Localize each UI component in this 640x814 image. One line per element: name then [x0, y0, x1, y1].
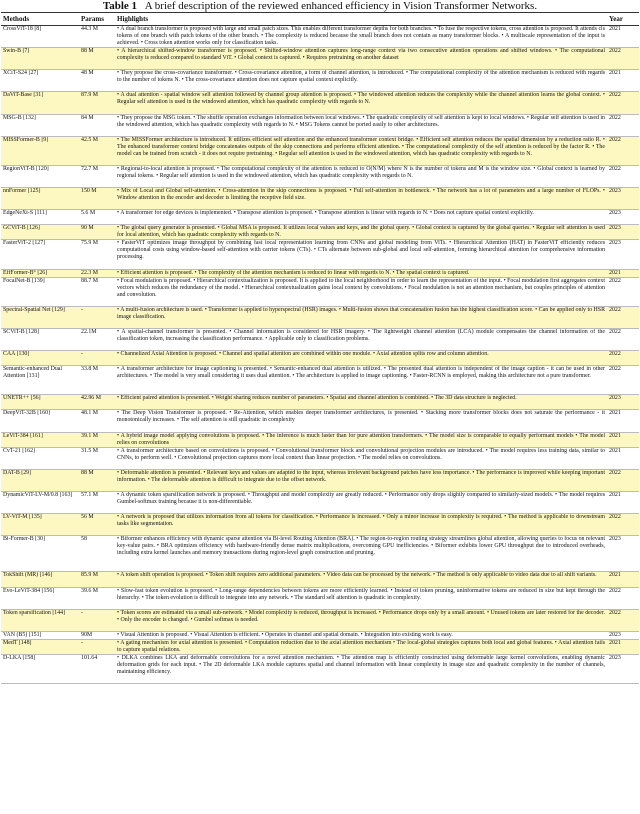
year-cell: 2022 [607, 469, 639, 491]
year-cell: 2021 [607, 269, 639, 277]
year-cell: 2022 [607, 306, 639, 328]
params-cell: 5.6 M [79, 210, 115, 225]
method-cell: Semantic-enhanced Dual Attention [131] [1, 366, 79, 395]
table-row [1, 491, 639, 513]
year-cell: 2021 [607, 410, 639, 432]
highlights-cell: • FasterViT optimizes image throughput by combining fast local representation learning from CNNs and global modeling from ViTs. • Hierarchical Attention (HAT) in FasterViT efficiently reduces computational costs using window-based self-attention with carrier tokens (CTs). • CTs alternate between sub-global and local self-attention, forming hierarchical attention for comprehensive information processing. [115, 240, 607, 269]
params-cell: - [79, 639, 115, 654]
year-cell: 2023 [607, 240, 639, 269]
table-row [1, 631, 639, 639]
table-row [1, 351, 639, 366]
table-row [1, 92, 639, 114]
highlights-cell: • Visual Attention is proposed. • Visual Attention is efficient. • Operates in channel and spatial domain. • Integration into existing work is easy. [115, 631, 607, 639]
method-cell: GCViT-B [126] [1, 225, 79, 240]
method-cell: DynamicViT-LV-M/0.8 [163] [1, 491, 79, 513]
table-row [1, 48, 639, 70]
highlights-cell: • Slow-fast token evolution is proposed. • Long-range dependencies between tokens are more efficiently learned. • Instead of token pruning, uninformative tokens are reduced in size but kept through the hierarchy. • The token evolution is difficult to integrate into any network. • The standard self attention is quadratic in complexity. [115, 587, 607, 609]
highlights-cell: • Channelized Axial Attention is proposed. • Channel and spatial attention are combined within one module. • Axial attention splits row and column attention. [115, 351, 607, 366]
params-cell: 88.7 M [79, 277, 115, 306]
params-cell: 22.3 M [79, 269, 115, 277]
method-cell: DAT-B [29] [1, 469, 79, 491]
highlights-cell: • A hybrid image model applying convolutions is proposed. • The inference is much faster than for pure attention transformers. • The model size is comparable to equally performant models • The model relies on convolutions [117, 432, 605, 446]
method-cell: DeepViT-32B [160] [1, 410, 79, 432]
params-cell: 84 M [79, 114, 115, 136]
method-cell: Bi-Former-B [30] [1, 536, 79, 572]
year-cell: 2022 [607, 587, 639, 609]
highlights-cell: • The global query generator is presented. • Global MSA is proposed. It utilizes local values and keys, and the global query. • Global context is captured by the global queries. • Regular self attention is used for local attention, which has quadratic complexity with regards to N. [117, 225, 605, 239]
column-header-year: Year [607, 13, 639, 26]
table-row [1, 639, 639, 654]
method-cell: SCViT-B [128] [1, 328, 79, 350]
table-row [1, 536, 639, 572]
params-cell: 57.1 M [79, 491, 115, 513]
year-cell: 2022 [607, 366, 639, 395]
table-row [1, 269, 639, 277]
table-row [1, 514, 639, 536]
params-cell: 31.5 M [79, 447, 115, 469]
method-cell: LeViT-384 [161] [1, 432, 79, 447]
method-cell: EdgeNeXt-S [111] [1, 210, 79, 225]
params-cell: 48 M [79, 70, 115, 92]
table-row [1, 572, 639, 587]
table-caption [0, 0, 640, 12]
table-row [1, 609, 639, 631]
params-cell: 39.1 M [79, 432, 115, 447]
params-cell: 44.3 M [79, 26, 115, 48]
params-cell: 90 M [79, 225, 115, 240]
column-header-params: Params [79, 13, 115, 26]
year-cell: 2023 [607, 188, 639, 210]
params-cell: 56 M [79, 514, 115, 536]
table-row [1, 165, 639, 187]
highlights-cell: • Mix of Local and Global self-attention. • Cross-attention in the skip connections is proposed. • Full self-attention in bottleneck. • The network has a lot of parameters and a large number of FLOPs. • Window attention in the encoder and decoder is limiting the receptive field size. [115, 188, 607, 210]
highlights-cell: • A transformer architecture based on convolutions is proposed. • Convolutional transformer block and convolutional projection modules are introduced. • The model requires less training data, similar to CNNs, to perform well. • Convolutional projection captures more local context than linear projection. • The model relies on convolutions. [115, 447, 607, 469]
params-cell: 88 M [79, 469, 115, 491]
method-cell: VAN (B5) [151] [1, 631, 79, 639]
method-cell: DaViT-Base [31] [1, 92, 79, 114]
highlights-cell: • They propose the cross-covariance transformer. • Cross-covariance attention, a form of channel attention, is introduced. • The computational complexity of the attention mechanism is reduced with regards to the number of tokens N. • The cross-covariance attention does not capture spatial context explicitly. [115, 70, 607, 92]
table-row [1, 26, 639, 48]
table-row [1, 410, 639, 432]
highlights-cell: • A gating mechanism for axial attention is presented. • Computation reduction due to the axial attention mechanism • The local-global strategies captures both local and global features. • Axial attention fails to capture spatial relations. [117, 639, 605, 653]
table-caption-text: A brief description of the reviewed enhanced efficiency in Vision Transformer Networks. [144, 0, 538, 12]
params-cell: - [79, 609, 115, 631]
params-cell: 58 [79, 536, 115, 572]
params-cell: 42.96 M [79, 395, 115, 410]
highlights-cell: • A token shift operation is proposed. • Token shift requires zero additional parameters. • Video data can be processed by the network. • The method is only applicable to video data due to all shift variants. [115, 572, 607, 587]
table-row [1, 240, 639, 269]
year-cell: 2022 [607, 114, 639, 136]
highlights-cell: • Deformable attention is presented. • Relevant keys and values are adapted to the input, whereas irrelevant background patches have less importance. • The performance is improved while keeping important information. • The deformable attention is difficult to integrate due to the offset network. [115, 469, 607, 491]
table-row [1, 225, 639, 240]
year-cell: 2021 [607, 70, 639, 92]
params-cell: 88 M [79, 48, 115, 70]
year-cell: 2023 [607, 225, 639, 240]
method-cell: Spectral-Spatial Net [129] [1, 306, 79, 328]
params-cell: 90M [79, 631, 115, 639]
method-cell: MedT [148] [1, 639, 79, 654]
method-cell: CvT-21 [162] [1, 447, 79, 469]
highlights-cell: • A spatial-channel transformer is presented. • Channel information is considered for HSR imagery. • The lightweight channel attention (LCA) module compensates the channel information of the classification token, increasing the classification performance. • Applicable only to classification problems. [115, 328, 607, 350]
method-cell: Token sparsification [144] [1, 609, 79, 631]
highlights-cell: • A dynamic token sparsification network is proposed. • Throughput and model complexity are greatly reduced. • Performance only drops slightly compared to similarly-sized models. • The model requires Gumbel-softmax training because it is non-differentiable. [115, 491, 607, 513]
highlights-cell: • Efficient paired attention is presented. • Weight sharing reduces number of parameters. • Spatial and channel attention is combined. • The 3D data structure is neglected. [115, 395, 607, 410]
method-cell: MISSFormer-B [9] [1, 136, 79, 165]
highlights-cell: • A transformer architecture for image captioning is presented. • Semantic-enhanced dual attention is utilized. • The presented dual attention is independent of the image caption - it can be used in other architectures. • The model is very small considering it uses dual attention. • The architecture is applied to image captioning. • Faster-RCNN is employed, making this architecture not a pure transformer. [115, 366, 607, 395]
table-row [1, 70, 639, 92]
table-row [1, 587, 639, 609]
column-header-methods: Methods [1, 13, 79, 26]
params-cell: 42.5 M [79, 136, 115, 165]
year-cell: 2022 [607, 277, 639, 306]
highlights-cell: • Focal modulation is proposed. • Hierarchical contextualization is proposed. It is applied to the local neighborhood in order to learn the representation of the input. • Focal modulation first aggregates context vectors which reduces the redundancy of the model. • Hierarchical contextualization gains local context by convolutions. • Focal modulation is not an attention mechanism, but couples principles of attention and convolution. [115, 277, 607, 306]
year-cell: 2021 [607, 26, 639, 48]
year-cell: 2021 [607, 491, 639, 513]
year-cell: 2023 [607, 536, 639, 572]
table-row [1, 328, 639, 350]
year-cell: 2023 [607, 655, 639, 684]
highlights-cell: • A dual branch transformer is proposed with large and small patch sizes. This enables different transformer depths for both branches. • To fuse the respective tokens, cross attention is proposed. It attends cls tokens of one branch with patch tokens of the other branch. • The complexity is reduced because the small branch does not contain as many transformer blocks. • A multiscale representation of the input is achieved. • Cross token attention works only for classification tasks. [117, 26, 605, 46]
highlights-cell: • Regional-to-local attention is proposed. • The computational complexity of the attention is reduced to O(N/M) where N is the number of tokens and M is the window size. • Global context is learned by regional tokens. • Regular self attention is used in the windowed attention, which has quadratic complexity with regards to N. [115, 165, 607, 187]
method-cell: CrossViT-18 [8] [1, 26, 79, 48]
table-row [1, 306, 639, 328]
method-cell: nnFormer [125] [1, 188, 79, 210]
method-cell: Evo-LeViT-384 [156] [1, 587, 79, 609]
params-cell: - [79, 306, 115, 328]
params-cell: - [79, 351, 115, 366]
table-row [1, 114, 639, 136]
table-row [1, 366, 639, 395]
method-cell: D-LKA [158] [1, 655, 79, 684]
year-cell: 2023 [607, 395, 639, 410]
method-cell: RegionViT-B [120] [1, 165, 79, 187]
params-cell: 101.64 [79, 655, 115, 684]
table-header-row [1, 13, 639, 26]
year-cell: 2021 [607, 572, 639, 587]
highlights-cell: • The MISSFormer architecture is introduced. It utilizes efficient self attention and the enhanced transformer context bridge. • Efficient self attention reduces the spatial dimension by a reduction ratio R. • The enhanced transformer context bridge concatenates outputs of the skip connections and performs efficient attention. • The computational complexity of the self attention is reduced by the factor R. • The model can be trained from scratch - it does not require pretraining. • Regular self attention is used in the windowed attention, which has quadratic complexity with regards to N. [115, 136, 607, 165]
highlights-cell: • DLKA combines LKA and deformable convolutions for a novel attention mechanism. • The attention map is efficiently constructed using deformable large kernel convolutions, enabling dynamic deformation grids for each input. • The 2D deformable LKA module captures spatial and channel information with linear complexity in image size and quadratic complexity in the number of channels, maintaining efficiency. [115, 655, 607, 684]
year-cell: 2022 [607, 609, 639, 631]
year-cell: 2022 [607, 48, 639, 70]
table-row [1, 136, 639, 165]
table-row [1, 655, 639, 684]
params-cell: 72.7 M [79, 165, 115, 187]
efficiency-table [1, 12, 639, 684]
highlights-cell: • A hierarchical shifted-window transformer is proposed. • Shifted-window attention captures long-range context via two consecutive attention operations and shifted windows. • The computational complexity is reduced compared to standard ViT. • Global context is captured. • Requires pretraining on another dataset [115, 48, 607, 70]
params-cell: 85.9 M [79, 572, 115, 587]
table-row [1, 210, 639, 225]
params-cell: 150 M [79, 188, 115, 210]
year-cell: 2023 [607, 631, 639, 639]
table-row [1, 447, 639, 469]
column-header-highlights: Highlights [115, 13, 607, 26]
year-cell: 2021 [607, 432, 639, 447]
params-cell: 22.1M [79, 328, 115, 350]
params-cell: 87.9 M [79, 92, 115, 114]
table-row [1, 432, 639, 447]
method-cell: Swin-B [7] [1, 48, 79, 70]
highlights-cell: • A transformer for edge devices is implemented. • Transpose attention is proposed. • Transpose attention is linear with regards to N. • Does not capture spatial context explicitly. [115, 210, 607, 225]
year-cell: 2022 [607, 136, 639, 165]
method-cell: LV-ViT-M [135] [1, 514, 79, 536]
highlights-cell: • A multi-fusion architecture is used. • Transformer is applied to hyperspectral (HSR) images. • Multi-fusion shows that concatenation fusion has the highest classification score. • Can be applied only to HSR image classification. [115, 306, 607, 328]
params-cell: 39.6 M [79, 587, 115, 609]
highlights-cell: • Token scores are estimated via a small sub-network. • Model complexity is reduced, throughput is increased. • Performance drops only by a small amount. • Unused tokens are later restored for the decoder. • Only the encoder is changed. • Gumbel softmax is needed. [115, 609, 607, 631]
params-cell: 48.1 M [79, 410, 115, 432]
year-cell: 2022 [607, 351, 639, 366]
table-row [1, 277, 639, 306]
highlights-cell: • A network is proposed that utilizes information from all tokens for classification. • Performance is increased. • Only a minor increase in complexity is required. • The method is applicable to downstream tasks like segmentation. [115, 514, 607, 536]
method-cell: TokShift (MR) [146] [1, 572, 79, 587]
year-cell: 2021 [607, 447, 639, 469]
year-cell: 2021 [607, 639, 639, 654]
table-caption-label: Table 1 [102, 0, 138, 12]
year-cell: 2022 [607, 514, 639, 536]
method-cell: CAA [130] [1, 351, 79, 366]
table-row [1, 395, 639, 410]
year-cell: 2023 [607, 210, 639, 225]
params-cell: 75.9 M [79, 240, 115, 269]
highlights-cell: • Efficient attention is proposed. • The complexity of the attention mechanism is reduced to linear with regards to N. • The spatial context is captured. [115, 269, 607, 277]
year-cell: 2022 [607, 328, 639, 350]
highlights-cell: • They propose the MSG token. • The shuffle operation exchanges information between local windows. • The quadratic complexity of self attention is kept to local windows. • Regular self attention is used in the windowed attention, which has quadratic complexity with regards to N. • MSG Tokens cannot be ported easily to other architectures. [115, 114, 607, 136]
highlights-cell: • A dual attention - spatial window self attention followed by channel group attention is proposed. • The windowed attention reduces the complexity while the channel attention learns the global context. • Regular self attention is used in the windowed attention, which has quadratic complexity with regards to N. [115, 92, 607, 114]
table-row [1, 469, 639, 491]
table-body [1, 26, 639, 684]
method-cell: EffFormer-B° [26] [1, 269, 79, 277]
year-cell: 2022 [607, 165, 639, 187]
method-cell: FocalNet-B [139] [1, 277, 79, 306]
method-cell: MSG-B [132] [1, 114, 79, 136]
year-cell: 2022 [607, 92, 639, 114]
highlights-cell: • Biformer enhances efficiency with dynamic sparse attention via Bi-level Routing Attention (BRA). • The region-to-region routing strategy streamlines global attention, allowing queries to focus on relevant key-value pairs. • BRA optimizes efficiency with hardware-friendly dense matrix multiplications, overcoming GPU inefficiencies. • Biformer exhibits lower GPU throughput due to introduced overheads, including extra kernel launches and memory transactions during region-level graph construction and pruning. [115, 536, 607, 572]
method-cell: UNETR++ [56] [1, 395, 79, 410]
params-cell: 33.8 M [79, 366, 115, 395]
table-row [1, 188, 639, 210]
highlights-cell: • The Deep Vision Transformer is proposed. • Re-Attention, which enables deeper transformer architectures, is presented. • Stacking more transformer blocks does not saturate the performance - it monotonically increases. • The self attention is still quadratic in complexity [115, 410, 607, 432]
method-cell: FasterViT-2 [127] [1, 240, 79, 269]
method-cell: XCiT-S24 [27] [1, 70, 79, 92]
